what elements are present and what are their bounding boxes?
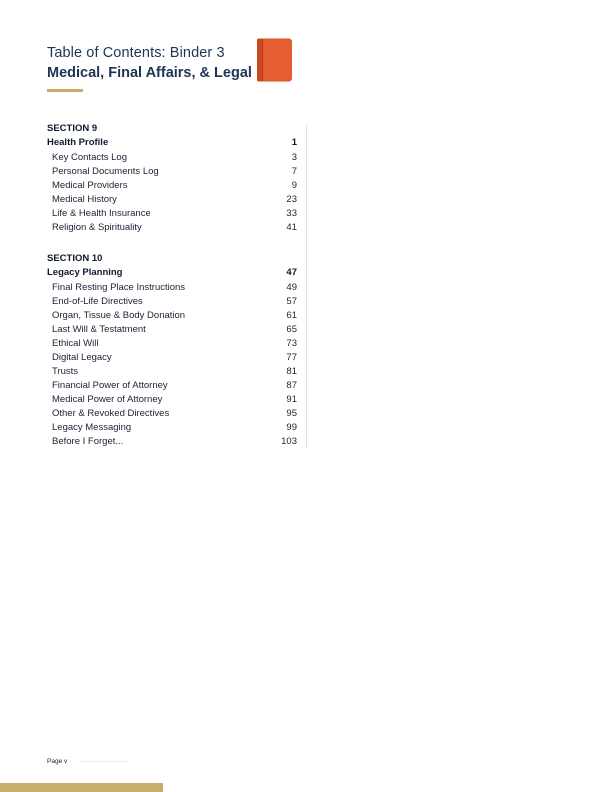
toc-entry[interactable] <box>47 207 297 221</box>
section-title-row[interactable] <box>47 136 297 150</box>
toc-entry[interactable] <box>47 295 297 309</box>
section-title: Legacy Planning <box>47 267 123 278</box>
entry-name: Digital Legacy <box>52 352 112 363</box>
section-label: SECTION 10 <box>47 253 103 264</box>
table-of-contents <box>47 122 297 466</box>
footer-accent-bar <box>0 783 163 792</box>
entry-page: 73 <box>286 338 297 349</box>
toc-entry[interactable] <box>47 351 297 365</box>
entry-page: 33 <box>286 208 297 219</box>
footer-rule <box>80 761 128 762</box>
entry-name: Ethical Will <box>52 338 99 349</box>
toc-entry[interactable] <box>47 179 297 193</box>
entry-name: Before I Forget... <box>52 436 124 447</box>
toc-entry[interactable] <box>47 407 297 421</box>
entry-page: 3 <box>291 152 297 163</box>
entry-page: 7 <box>291 166 297 177</box>
entry-page: 9 <box>291 180 297 191</box>
toc-entry[interactable] <box>47 165 297 179</box>
toc-entry[interactable] <box>47 151 297 165</box>
toc-divider <box>306 125 307 449</box>
toc-entry[interactable] <box>47 221 297 235</box>
entry-page: 103 <box>281 436 297 447</box>
entry-name: Trusts <box>52 366 79 377</box>
orange-binder-icon <box>256 38 293 82</box>
toc-entry[interactable] <box>47 309 297 323</box>
title-underline <box>47 89 83 92</box>
entry-page: 77 <box>286 352 297 363</box>
entry-page: 99 <box>286 422 297 433</box>
entry-name: Key Contacts Log <box>52 152 127 163</box>
toc-entry[interactable] <box>47 193 297 207</box>
page-title: Table of Contents: Binder 3 <box>47 45 225 61</box>
entry-name: Religion & Spirituality <box>52 222 142 233</box>
entry-name: Personal Documents Log <box>52 166 159 177</box>
entry-page: 65 <box>286 324 297 335</box>
toc-entry[interactable] <box>47 281 297 295</box>
section-title-row[interactable] <box>47 266 297 280</box>
entry-page: 57 <box>286 296 297 307</box>
entry-page: 87 <box>286 380 297 391</box>
entry-name: Organ, Tissue & Body Donation <box>52 310 186 321</box>
entry-name: Medical Providers <box>52 180 128 191</box>
section-9 <box>47 122 297 235</box>
section-label: SECTION 9 <box>47 123 98 134</box>
toc-entry[interactable] <box>47 421 297 435</box>
section-title: Health Profile <box>47 137 109 148</box>
entry-page: 49 <box>286 282 297 293</box>
entry-name: Medical History <box>52 194 117 205</box>
entry-name: Life & Health Insurance <box>52 208 151 219</box>
page-subtitle: Medical, Final Affairs, & Legal <box>47 65 252 81</box>
entry-name: Legacy Messaging <box>52 422 132 433</box>
entry-name: Other & Revoked Directives <box>52 408 170 419</box>
entry-name: Last Will & Testatment <box>52 324 146 335</box>
section-page: 1 <box>291 137 297 148</box>
page-number: Page v <box>47 758 68 765</box>
section-10 <box>47 252 297 449</box>
toc-entry[interactable] <box>47 337 297 351</box>
toc-entry[interactable] <box>47 435 297 449</box>
entry-name: End-of-Life Directives <box>52 296 143 307</box>
toc-entry[interactable] <box>47 365 297 379</box>
toc-entry[interactable] <box>47 393 297 407</box>
entry-page: 81 <box>286 366 297 377</box>
entry-page: 61 <box>286 310 297 321</box>
entry-page: 95 <box>286 408 297 419</box>
entry-name: Final Resting Place Instructions <box>52 282 186 293</box>
entry-name: Financial Power of Attorney <box>52 380 168 391</box>
entry-page: 91 <box>286 394 297 405</box>
toc-entry[interactable] <box>47 323 297 337</box>
entry-name: Medical Power of Attorney <box>52 394 163 405</box>
section-page: 47 <box>286 267 297 278</box>
toc-entry[interactable] <box>47 379 297 393</box>
entry-page: 23 <box>286 194 297 205</box>
entry-page: 41 <box>286 222 297 233</box>
